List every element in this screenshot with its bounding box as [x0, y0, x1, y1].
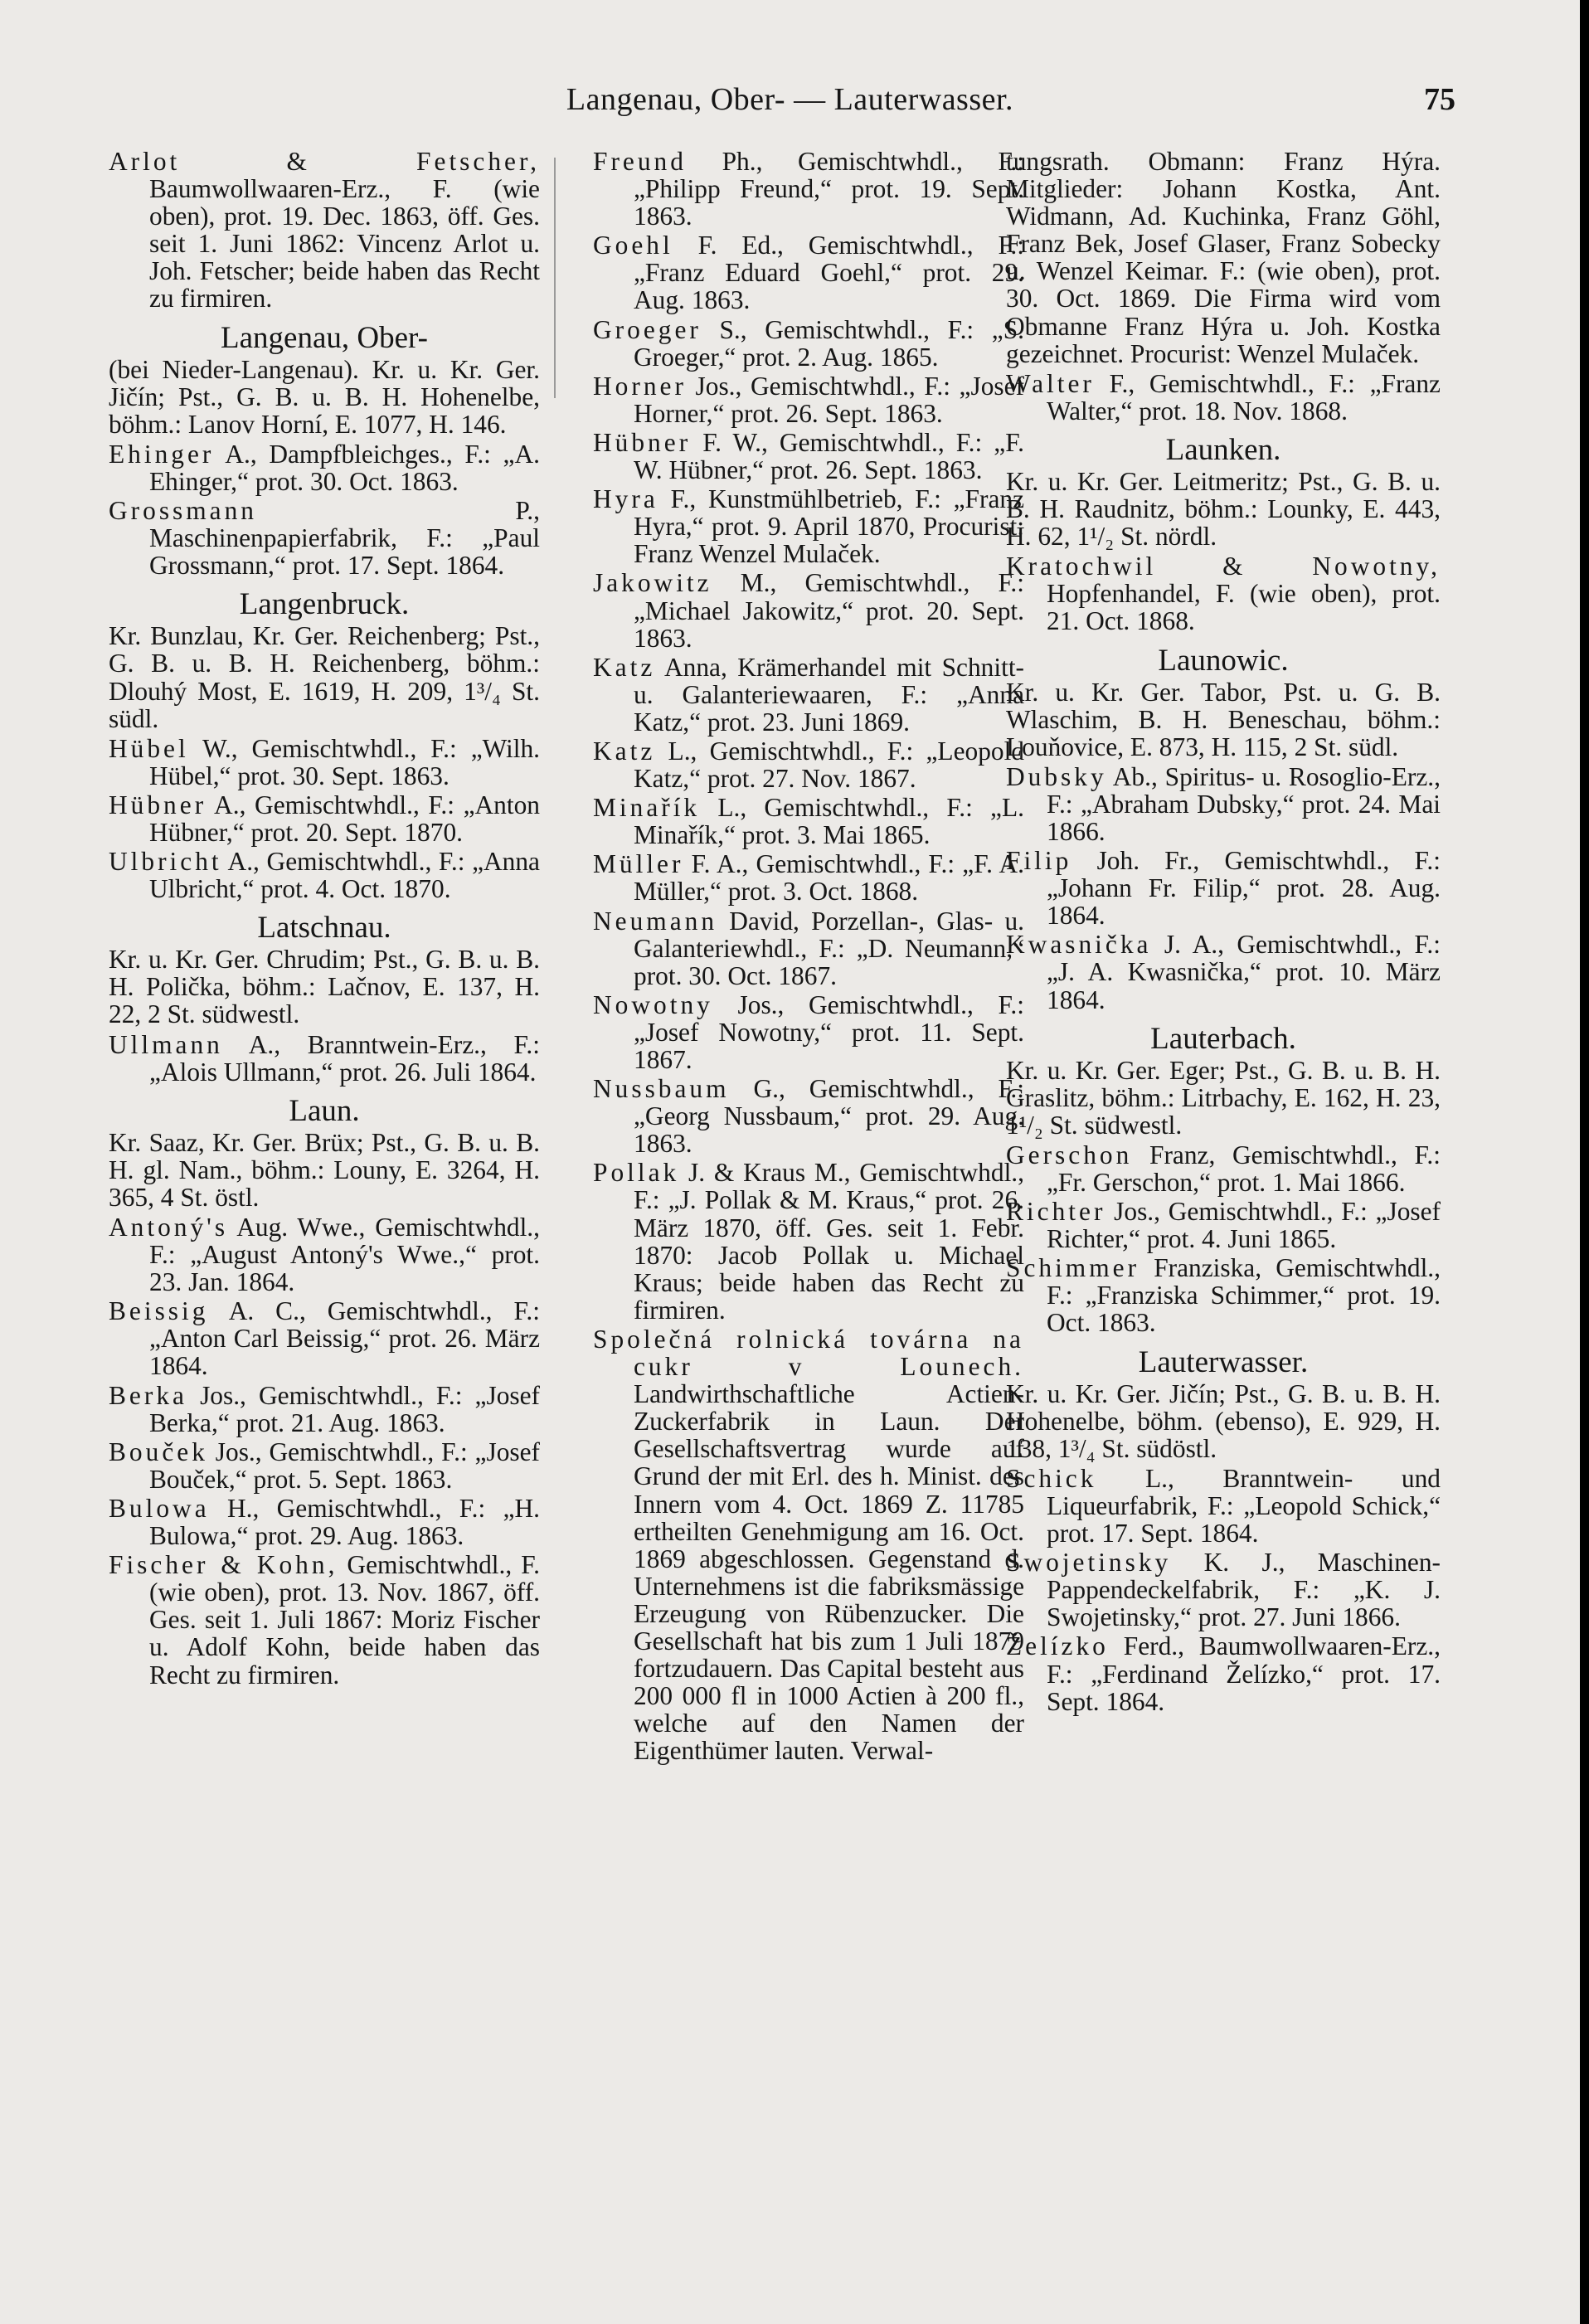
place-info: Kr. u. Kr. Ger. Leitmeritz; Pst., G. B. u. B. H. Raudnitz, böhm.: Lounky, E. 443, H. 62, 1¹/₂ St. nördl.: [1006, 466, 1441, 552]
entry-text: K. J., Maschinen-Pappendeckelfabrik, F.: „K. J. Swojetinsky,“ prot. 27. Juni 1866.: [1047, 1548, 1441, 1632]
entry-text: H., Gemischtwhdl., F.: „H. Bulowa,“ prot. 29. Aug. 1863.: [149, 1493, 540, 1551]
firm-name: Fischer & Kohn,: [109, 1550, 338, 1580]
place-heading: Launowic.: [1158, 643, 1289, 678]
entry-text: F., Gemischtwhdl., F.: „Franz Walter,“ prot. 18. Nov. 1868.: [1047, 368, 1441, 425]
firm-name: Schick: [1006, 1463, 1097, 1493]
place-heading: Langenau, Ober-: [221, 320, 428, 355]
directory-entry: [1006, 1465, 1441, 1547]
directory-entry: [1006, 552, 1441, 634]
firm-name: Hübner: [593, 427, 692, 457]
firm-name: Dubsky: [1006, 761, 1107, 791]
entry-text: Jos., Gemischtwhdl., F.: „Josef Bouček,“ prot. 5. Sept. 1863.: [149, 1437, 540, 1494]
firm-name: Swojetinsky: [1006, 1548, 1172, 1578]
column-left: [109, 148, 540, 1690]
entry-text: David, Porzellan-, Glas- u. Galanteriewhdl., F.: „D. Neumann,“ prot. 30. Oct. 1867.: [634, 906, 1024, 990]
place-heading: Lauterbach.: [1150, 1021, 1296, 1056]
entry-text: M., Gemischtwhdl., F.: „Michael Jakowitz,“ prot. 20. Sept. 1863.: [634, 568, 1024, 653]
directory-entry: [1006, 763, 1441, 845]
entry-text: Ferd., Baumwollwaaren-Erz., F.: „Ferdinand Želízko,“ prot. 17. Sept. 1864.: [1047, 1631, 1441, 1716]
entry-text: W., Gemischtwhdl., F.: „Wilh. Hübel,“ prot. 30. Sept. 1863.: [149, 733, 540, 790]
entry-text: A., Branntwein-Erz., F.: „Alois Ullmann,“ prot. 26. Juli 1864.: [149, 1029, 540, 1087]
directory-entry: [109, 1438, 540, 1493]
directory-entry: [1006, 1141, 1441, 1196]
directory-entry: [1006, 1254, 1441, 1336]
directory-entry: [593, 429, 1024, 484]
firm-name: Müller: [593, 849, 684, 879]
place-info: tungsrath. Obmann: Franz Hýra. Mitglieder: Johann Kostka, Ant. Widmann, Ad. Kuchinka, Franz Göhl, Franz Bek, Josef Glaser, Franz Sobecky u. Wenzel Keimar. F.: (wie oben), prot. 30. Oct. 1869. Die Firma wird vom Obmanne Franz Hýra u. Joh. Kostka gezeichnet. Procurist: Wenzel Mulaček.: [1006, 147, 1441, 368]
entry-text: Ab., Spiritus- u. Rosoglio-Erz., F.: „Abraham Dubsky,“ prot. 24. Mai 1866.: [1047, 761, 1441, 846]
directory-entry: [109, 791, 540, 846]
directory-entry: [109, 497, 540, 579]
directory-entry: [593, 1159, 1024, 1324]
entry-text: F. W., Gemischtwhdl., F.: „F. W. Hübner,“ prot. 26. Sept. 1863.: [634, 427, 1024, 485]
entry-text: Hopfenhandel, F. (wie oben), prot. 21. Oct. 1868.: [1047, 579, 1441, 636]
directory-entry: [593, 991, 1024, 1073]
firm-name: Arlot & Fetscher,: [109, 147, 540, 176]
firm-name: Berka: [109, 1380, 187, 1410]
entry-text: Anna, Krämerhandel mit Schnitt- u. Galanteriewaaren, F.: „Anna Katz,“ prot. 23. Juni 1869.: [634, 652, 1024, 737]
directory-entry: [593, 1075, 1024, 1157]
directory-entry: [109, 735, 540, 790]
firm-name: Společná rolnická továrna na cukr v Lounech.: [593, 1324, 1024, 1382]
entry-text: Jos., Gemischtwhdl., F.: „Josef Richter,“ prot. 4. Juni 1865.: [1047, 1197, 1441, 1254]
page-header-title: Langenau, Ober- — Lauterwasser.: [566, 82, 1014, 117]
firm-name: Kratochwil & Nowotny,: [1006, 552, 1441, 581]
firm-name: Kwasnička: [1006, 930, 1152, 960]
directory-entry: [109, 1031, 540, 1086]
directory-entry: [593, 1325, 1024, 1765]
directory-entry: [109, 440, 540, 495]
firm-name: Pollak: [593, 1158, 680, 1188]
entry-text: Jos., Gemischtwhdl., F.: „Josef Horner,“ prot. 26. Sept. 1863.: [634, 371, 1024, 428]
directory-entry: [1006, 370, 1441, 425]
place-info: Kr. u. Kr. Ger. Chrudim; Pst., G. B. u. B. H. Polička, böhm.: Lačnov, E. 137, H. 22, 2 St. südwestl.: [109, 945, 540, 1029]
column-middle: [593, 148, 1024, 1766]
firm-name: Freund: [593, 147, 687, 176]
entry-text: A., Gemischtwhdl., F.: „Anton Hübner,“ prot. 20. Sept. 1870.: [149, 790, 540, 847]
firm-name: Nussbaum: [593, 1074, 730, 1104]
firm-name: Goehl: [593, 231, 673, 260]
column-rule: [554, 158, 556, 398]
entry-text: A., Gemischtwhdl., F.: „Anna Ulbricht,“ prot. 4. Oct. 1870.: [149, 847, 540, 904]
place-info: Kr. Saaz, Kr. Ger. Brüx; Pst., G. B. u. B. H. gl. Nam., böhm.: Louny, E. 3264, H. 365, 4 St. östl.: [109, 1127, 540, 1212]
firm-name: Katz: [593, 652, 656, 682]
firm-name: Bouček: [109, 1437, 208, 1466]
directory-entry: [1006, 847, 1441, 929]
place-info: (bei Nieder-Langenau). Kr. u. Kr. Ger. Jičín; Pst., G. B. u. B. H. Hohenelbe, böhm.: Lanov Horní, E. 1077, H. 146.: [109, 354, 540, 439]
firm-name: Katz: [593, 736, 656, 766]
entry-text: Jos., Gemischtwhdl., F.: „Josef Berka,“ prot. 21. Aug. 1863.: [149, 1380, 540, 1437]
firm-name: Neumann: [593, 906, 718, 936]
firm-name: Jakowitz: [593, 568, 712, 598]
page-number: 75: [1424, 82, 1455, 117]
entry-text: Ph., Gemischtwhdl., F.: „Philipp Freund,“ prot. 19. Sept. 1863.: [634, 147, 1024, 231]
directory-entry: [109, 1297, 540, 1379]
entry-text: L., Branntwein- und Liqueurfabrik, F.: „Leopold Schick,“ prot. 17. Sept. 1864.: [1047, 1463, 1441, 1549]
entry-text: Jos., Gemischtwhdl., F.: „Josef Nowotny,“ prot. 11. Sept. 1867.: [634, 989, 1024, 1074]
firm-name: Ulbricht: [109, 847, 222, 877]
column-right: [1006, 148, 1441, 1717]
entry-text: S., Gemischtwhdl., F.: „S. Groeger,“ prot. 2. Aug. 1865.: [634, 314, 1024, 372]
entry-text: Franziska, Gemischtwhdl., F.: „Franziska Schimmer,“ prot. 19. Oct. 1863.: [1047, 1253, 1441, 1338]
firm-name: Ullmann: [109, 1029, 223, 1059]
entry-text: G., Gemischtwhdl., F.: „Georg Nussbaum,“ prot. 29. Aug. 1863.: [634, 1074, 1024, 1159]
directory-entry: [593, 231, 1024, 314]
entry-text: Aug. Wwe., Gemischtwhdl., F.: „August Antoný's Wwe.,“ prot. 23. Jan. 1864.: [149, 1213, 540, 1297]
directory-entry: [1006, 1549, 1441, 1631]
firm-name: Želízko: [1006, 1631, 1109, 1661]
directory-entry: [593, 794, 1024, 848]
directory-entry: [1006, 931, 1441, 1013]
directory-entry: [593, 737, 1024, 792]
directory-entry: [593, 654, 1024, 736]
directory-entry: [593, 569, 1024, 651]
directory-entry: [109, 1495, 540, 1549]
firm-name: Hyra: [593, 484, 658, 514]
place-heading: Laun.: [289, 1093, 360, 1128]
firm-name: Antoný's: [109, 1213, 229, 1242]
directory-entry: [593, 316, 1024, 371]
firm-name: Horner: [593, 371, 687, 401]
entry-text: Baumwollwaaren-Erz., F. (wie oben), prot. 19. Dec. 1863, öff. Ges. seit 1. Juni 1862: Vincenz Arlot u. Joh. Fetscher; beide haben das Recht zu firmiren.: [149, 174, 540, 314]
firm-name: Beissig: [109, 1296, 209, 1326]
directory-entry: [1006, 1198, 1441, 1252]
entry-text: A., Dampfbleichges., F.: „A. Ehinger,“ prot. 30. Oct. 1863.: [149, 439, 540, 496]
firm-name: Schimmer: [1006, 1253, 1140, 1283]
directory-entry: [1006, 1632, 1441, 1714]
entry-text: F., Kunstmühlbetrieb, F.: „Franz Hyra,“ prot. 9. April 1870, Procurist: Franz Wenzel Mulaček.: [634, 484, 1024, 569]
firm-name: Grossmann: [109, 496, 257, 526]
entry-text: F. Ed., Gemischtwhdl., F.: „Franz Eduard Goehl,“ prot. 29. Aug. 1863.: [634, 231, 1024, 315]
directory-entry: [109, 1551, 540, 1688]
firm-name: Gerschon: [1006, 1140, 1133, 1169]
place-heading: Launken.: [1165, 432, 1281, 467]
firm-name: Richter: [1006, 1197, 1106, 1227]
directory-entry: [593, 850, 1024, 905]
firm-name: Ehinger: [109, 439, 215, 469]
firm-name: Filip: [1006, 846, 1072, 876]
firm-name: Bulowa: [109, 1493, 210, 1523]
place-heading: Lauterwasser.: [1138, 1344, 1309, 1379]
firm-name: Groeger: [593, 314, 702, 344]
place-heading: Latschnau.: [257, 911, 391, 946]
directory-entry: [593, 372, 1024, 427]
place-info: Kr. u. Kr. Ger. Tabor, Pst. u. G. B. Wlaschim, B. H. Beneschau, böhm.: Louňovice, E. 873, H. 115, 2 St. südl.: [1006, 677, 1441, 761]
directory-entry: [593, 148, 1024, 230]
entry-text: J. A., Gemischtwhdl., F.: „J. A. Kwasnička,“ prot. 10. März 1864.: [1047, 930, 1441, 1014]
entry-text: Landwirthschaftliche Actien-Zuckerfabrik in Laun. Der Gesellschaftsvertrag wurde auf Grund der mit Erl. des h. Minist. des Innern vom 4. Oct. 1869 Z. 11785 ertheilten Genehmigung am 16. Oct. 1869 abgeschlossen. Gegenstand d. Unternehmens ist die fabriksmässige Erzeugung von Rübenzucker. Die Gesellschaft hat bis zum 1 Juli 1879 fortzudauern. Das Capital besteht aus 200 000 fl in 1000 Actien à 200 fl., welche auf den Namen der Eigenthümer lauten. Verwal-: [634, 1379, 1024, 1766]
directory-entry: [109, 148, 540, 313]
firm-name: Hübel: [109, 733, 189, 763]
place-info: Kr. Bunzlau, Kr. Ger. Reichenberg; Pst., G. B. u. B. H. Reichenberg, böhm.: Dlouhý Most, E. 1619, H. 209, 1³/₄ St. südl.: [109, 621, 540, 733]
directory-entry: [593, 907, 1024, 989]
entry-text: P., Maschinenpapierfabrik, F.: „Paul Grossmann,“ prot. 17. Sept. 1864.: [149, 496, 540, 581]
entry-text: L., Gemischtwhdl., F.: „L. Minařík,“ prot. 3. Mai 1865.: [634, 793, 1024, 850]
directory-entry: [109, 1213, 540, 1296]
firm-name: Walter: [1006, 368, 1095, 398]
entry-text: L., Gemischtwhdl., F.: „Leopold Katz,“ prot. 27. Nov. 1867.: [634, 736, 1024, 794]
entry-text: Gemischtwhdl., F. (wie oben), prot. 13. Nov. 1867, öff. Ges. seit 1. Juli 1867: Moriz Fischer u. Adolf Kohn, beide haben das Recht zu firmiren.: [149, 1550, 540, 1690]
place-info: Kr. u. Kr. Ger. Eger; Pst., G. B. u. B. H. Graslitz, böhm.: Litrbachy, E. 162, H. 23, 1¹/₂ St. südwestl.: [1006, 1055, 1441, 1140]
entry-text: F. A., Gemischtwhdl., F.: „F. A. Müller,“ prot. 3. Oct. 1868.: [634, 849, 1024, 907]
directory-entry: [593, 485, 1024, 567]
entry-text: A. C., Gemischtwhdl., F.: „Anton Carl Beissig,“ prot. 26. März 1864.: [149, 1296, 540, 1381]
scan-border: [1580, 0, 1589, 2324]
firm-name: Nowotny: [593, 989, 713, 1019]
directory-entry: [109, 1382, 540, 1437]
entry-text: J. & Kraus M., Gemischtwhdl., F.: „J. Pollak & M. Kraus,“ prot. 26. März 1870, öff. Ges. seit 1. Febr. 1870: Jacob Pollak u. Michael Kraus; beide haben das Recht zu firmiren.: [634, 1158, 1024, 1325]
place-info: Kr. u. Kr. Ger. Jičín; Pst., G. B. u. B. H. Hohenelbe, böhm. (ebenso), E. 929, H. 138, 1³/₄ St. südöstl.: [1006, 1378, 1441, 1463]
entry-text: Franz, Gemischtwhdl., F.: „Fr. Gerschon,“ prot. 1. Mai 1866.: [1047, 1140, 1441, 1197]
firm-name: Hübner: [109, 790, 207, 819]
place-heading: Langenbruck.: [239, 587, 410, 622]
entry-text: Joh. Fr., Gemischtwhdl., F.: „Johann Fr. Filip,“ prot. 28. Aug. 1864.: [1047, 846, 1441, 931]
directory-entry: [109, 848, 540, 902]
firm-name: Minařík: [593, 793, 701, 823]
